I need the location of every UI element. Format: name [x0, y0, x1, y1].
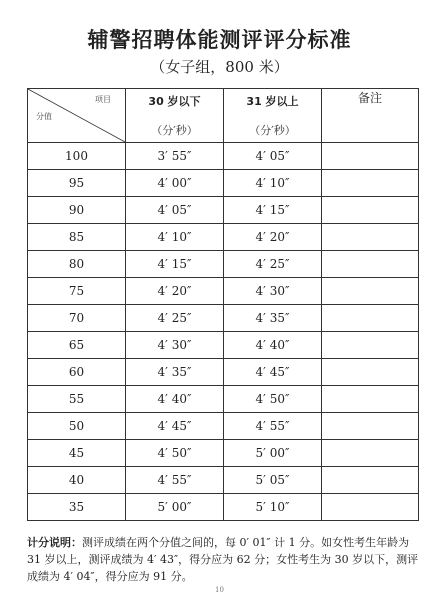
remark-cell — [322, 467, 419, 494]
scoring-note-label: 计分说明： — [27, 536, 82, 549]
header-score-label: 分值 — [36, 112, 52, 121]
score-cell: 45 — [28, 440, 126, 467]
score-cell: 35 — [28, 494, 126, 521]
table-row — [28, 170, 419, 197]
table-row — [28, 359, 419, 386]
time-over-31-cell: 4′ 20″ — [224, 224, 322, 251]
remark-cell — [322, 278, 419, 305]
time-over-31-cell: 4′ 40″ — [224, 332, 322, 359]
table-row — [28, 305, 419, 332]
time-over-31-cell: 5′ 10″ — [224, 494, 322, 521]
score-cell: 55 — [28, 386, 126, 413]
time-under-30-cell: 4′ 20″ — [126, 278, 224, 305]
remark-cell — [322, 440, 419, 467]
time-over-31-cell: 5′ 00″ — [224, 440, 322, 467]
table-row — [28, 278, 419, 305]
table-row — [28, 494, 419, 521]
time-under-30-cell: 4′ 35″ — [126, 359, 224, 386]
remark-cell — [322, 305, 419, 332]
time-under-30-cell: 4′ 40″ — [126, 386, 224, 413]
table-row — [28, 251, 419, 278]
header-group-a-unit: （分′秒） — [151, 124, 198, 137]
time-under-30-cell: 4′ 55″ — [126, 467, 224, 494]
score-cell: 50 — [28, 413, 126, 440]
table-row — [28, 224, 419, 251]
time-under-30-cell: 4′ 05″ — [126, 197, 224, 224]
time-over-31-cell: 4′ 30″ — [224, 278, 322, 305]
score-cell: 40 — [28, 467, 126, 494]
table-header-row — [28, 89, 419, 143]
time-under-30-cell: 3′ 55″ — [126, 143, 224, 170]
score-table — [27, 88, 419, 521]
time-over-31-cell: 4′ 05″ — [224, 143, 322, 170]
header-remark: 备注 — [322, 89, 419, 143]
score-cell: 95 — [28, 170, 126, 197]
header-group-a-label: 30 岁以下 — [148, 95, 201, 108]
time-under-30-cell: 4′ 25″ — [126, 305, 224, 332]
table-row — [28, 467, 419, 494]
time-under-30-cell: 4′ 10″ — [126, 224, 224, 251]
score-table-body — [28, 143, 419, 521]
header-score-cell — [28, 89, 126, 143]
remark-cell — [322, 386, 419, 413]
time-over-31-cell: 4′ 15″ — [224, 197, 322, 224]
remark-cell — [322, 224, 419, 251]
time-over-31-cell: 4′ 10″ — [224, 170, 322, 197]
time-under-30-cell: 4′ 00″ — [126, 170, 224, 197]
scoring-note-text: 测评成绩在两个分值之间的，每 0′ 01″ 计 1 分。如女性考生年龄为 31 岁以上，测评成绩为 4′ 43″，得分应为 62 分；女性考生为 30 岁以下，测评成绩为 4′ 04″，得分应为 91 分。 — [27, 536, 419, 583]
remark-cell — [322, 197, 419, 224]
time-under-30-cell: 4′ 50″ — [126, 440, 224, 467]
header-group-b-unit: （分′秒） — [249, 124, 296, 137]
remark-cell — [322, 170, 419, 197]
table-row — [28, 413, 419, 440]
score-cell: 75 — [28, 278, 126, 305]
score-cell: 85 — [28, 224, 126, 251]
time-under-30-cell: 5′ 00″ — [126, 494, 224, 521]
table-row — [28, 440, 419, 467]
document-title: 辅警招聘体能测评评分标准 — [87, 28, 352, 52]
scoring-note — [27, 534, 419, 585]
time-over-31-cell: 4′ 45″ — [224, 359, 322, 386]
header-group-under-30 — [126, 89, 224, 143]
table-row — [28, 143, 419, 170]
remark-cell — [322, 359, 419, 386]
remark-cell — [322, 251, 419, 278]
time-over-31-cell: 4′ 35″ — [224, 305, 322, 332]
remark-cell — [322, 494, 419, 521]
time-over-31-cell: 4′ 55″ — [224, 413, 322, 440]
table-row — [28, 197, 419, 224]
header-group-over-31 — [224, 89, 322, 143]
time-under-30-cell: 4′ 45″ — [126, 413, 224, 440]
time-over-31-cell: 4′ 50″ — [224, 386, 322, 413]
table-row — [28, 332, 419, 359]
score-cell: 65 — [28, 332, 126, 359]
score-cell: 60 — [28, 359, 126, 386]
score-cell: 70 — [28, 305, 126, 332]
score-cell: 90 — [28, 197, 126, 224]
time-over-31-cell: 5′ 05″ — [224, 467, 322, 494]
remark-cell — [322, 332, 419, 359]
page-number: 10 — [215, 586, 224, 594]
document-subtitle: （女子组，800 米） — [150, 58, 289, 76]
remark-cell — [322, 413, 419, 440]
header-group-b-label: 31 岁以上 — [246, 95, 299, 108]
score-cell: 100 — [28, 143, 126, 170]
remark-cell — [322, 143, 419, 170]
time-under-30-cell: 4′ 15″ — [126, 251, 224, 278]
time-over-31-cell: 4′ 25″ — [224, 251, 322, 278]
header-item-label: 项目 — [95, 95, 111, 104]
table-row — [28, 386, 419, 413]
time-under-30-cell: 4′ 30″ — [126, 332, 224, 359]
score-cell: 80 — [28, 251, 126, 278]
